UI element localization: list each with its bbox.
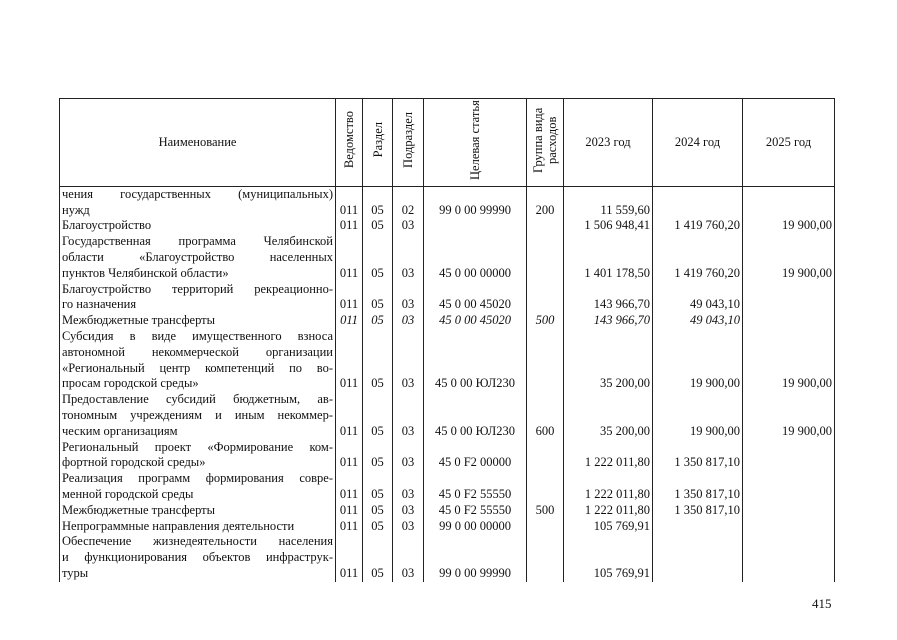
row-2023: 105 769,91 xyxy=(564,519,653,535)
row-dept: 011 xyxy=(336,534,363,581)
row-2024 xyxy=(653,519,743,535)
table-row xyxy=(60,471,835,503)
row-2023: 35 200,00 xyxy=(564,392,653,439)
header-section: Раздел xyxy=(363,99,393,187)
table-row xyxy=(60,282,835,314)
table-row xyxy=(60,218,835,234)
table-row xyxy=(60,503,835,519)
row-2025 xyxy=(743,534,835,581)
row-section: 05 xyxy=(363,186,393,218)
row-target: 99 0 00 00000 xyxy=(424,519,527,535)
row-target: 45 0 00 00000 xyxy=(424,234,527,281)
row-subsection: 03 xyxy=(393,534,424,581)
row-2023: 35 200,00 xyxy=(564,329,653,392)
row-name xyxy=(60,534,336,581)
table-row xyxy=(60,313,835,329)
row-name-line: туры xyxy=(62,565,89,580)
row-name-line: пунктов Челябинской области» xyxy=(62,265,229,280)
row-name-line: чения государственных (муниципальных) xyxy=(62,186,333,201)
table-row xyxy=(60,519,835,535)
row-section: 05 xyxy=(363,329,393,392)
row-dept: 011 xyxy=(336,471,363,503)
row-name-line: Реализация программ формирования совре- xyxy=(62,471,333,486)
row-2024: 1 350 817,10 xyxy=(653,440,743,472)
row-2025: 19 900,00 xyxy=(743,234,835,281)
row-group xyxy=(527,329,564,392)
table-row xyxy=(60,329,835,392)
row-name-line: ческим организациям xyxy=(62,423,178,438)
row-group xyxy=(527,282,564,314)
row-dept: 011 xyxy=(336,329,363,392)
row-2023: 143 966,70 xyxy=(564,313,653,329)
row-target: 99 0 00 99990 xyxy=(424,186,527,218)
row-2023: 1 401 178,50 xyxy=(564,234,653,281)
row-dept: 011 xyxy=(336,186,363,218)
row-group: 600 xyxy=(527,392,564,439)
row-name-line: нужд xyxy=(62,202,90,217)
row-2023: 143 966,70 xyxy=(564,282,653,314)
row-name xyxy=(60,471,336,503)
row-group xyxy=(527,440,564,472)
row-name-line: и функционирования объектов инфраструк- xyxy=(62,550,333,565)
row-section: 05 xyxy=(363,392,393,439)
header-group: Группа вида расходов xyxy=(527,99,564,187)
row-dept: 011 xyxy=(336,519,363,535)
row-section: 05 xyxy=(363,519,393,535)
row-target xyxy=(424,218,527,234)
row-group: 500 xyxy=(527,503,564,519)
row-name-line: Благоустройство территорий рекреационно- xyxy=(62,281,333,296)
row-subsection: 03 xyxy=(393,471,424,503)
table-row xyxy=(60,534,835,581)
table-row xyxy=(60,392,835,439)
row-name-line: Государственная программа Челябинской xyxy=(62,234,333,249)
row-target: 45 0 00 ЮЛ230 xyxy=(424,392,527,439)
row-section: 05 xyxy=(363,503,393,519)
row-name xyxy=(60,329,336,392)
header-2025: 2025 год xyxy=(743,99,835,187)
row-name-line: автономной некоммерческой организации xyxy=(62,344,333,359)
row-name-line: «Региональный центр компетенций по во- xyxy=(62,360,333,375)
row-dept: 011 xyxy=(336,218,363,234)
row-name-line: Предоставление субсидий бюджетным, ав- xyxy=(62,392,333,407)
row-2023: 105 769,91 xyxy=(564,534,653,581)
row-2023: 1 506 948,41 xyxy=(564,218,653,234)
row-target: 45 0 F2 55550 xyxy=(424,471,527,503)
row-section: 05 xyxy=(363,218,393,234)
table-row xyxy=(60,186,835,218)
budget-table xyxy=(59,98,835,582)
row-subsection: 02 xyxy=(393,186,424,218)
row-name-line: фортной городской среды» xyxy=(62,455,206,470)
table-body xyxy=(60,186,835,581)
row-section: 05 xyxy=(363,440,393,472)
row-section: 05 xyxy=(363,282,393,314)
row-2025 xyxy=(743,282,835,314)
row-name xyxy=(60,234,336,281)
row-group xyxy=(527,471,564,503)
row-2024: 1 419 760,20 xyxy=(653,218,743,234)
row-2023: 1 222 011,80 xyxy=(564,440,653,472)
row-2025 xyxy=(743,313,835,329)
row-name-line: менной городской среды xyxy=(62,486,194,501)
table-row xyxy=(60,440,835,472)
row-2025 xyxy=(743,186,835,218)
row-2023: 1 222 011,80 xyxy=(564,471,653,503)
row-name-line: Межбюджетные трансферты xyxy=(62,313,216,328)
row-subsection: 03 xyxy=(393,234,424,281)
row-subsection: 03 xyxy=(393,519,424,535)
header-name: Наименование xyxy=(60,99,336,187)
row-name-line: Межбюджетные трансферты xyxy=(62,502,216,517)
row-name xyxy=(60,503,336,519)
row-2025: 19 900,00 xyxy=(743,329,835,392)
row-dept: 011 xyxy=(336,234,363,281)
row-target: 99 0 00 99990 xyxy=(424,534,527,581)
row-section: 05 xyxy=(363,234,393,281)
row-dept: 011 xyxy=(336,313,363,329)
row-2023: 1 222 011,80 xyxy=(564,503,653,519)
row-name-line: Непрограммные направления деятельности xyxy=(62,518,295,533)
header-2023: 2023 год xyxy=(564,99,653,187)
row-name xyxy=(60,186,336,218)
row-name xyxy=(60,218,336,234)
row-name-line: тономным учреждениям и иным некоммер- xyxy=(62,407,333,422)
header-target: Целевая статья xyxy=(424,99,527,187)
row-target: 45 0 F2 55550 xyxy=(424,503,527,519)
header-2024: 2024 год xyxy=(653,99,743,187)
header-dept: Ведомство xyxy=(336,99,363,187)
row-2025 xyxy=(743,471,835,503)
row-name xyxy=(60,392,336,439)
row-2025: 19 900,00 xyxy=(743,392,835,439)
header-row xyxy=(60,99,835,187)
row-2024 xyxy=(653,186,743,218)
row-2024: 49 043,10 xyxy=(653,313,743,329)
row-section: 05 xyxy=(363,534,393,581)
row-2024: 1 419 760,20 xyxy=(653,234,743,281)
row-name-line: просам городской среды» xyxy=(62,376,199,391)
row-subsection: 03 xyxy=(393,392,424,439)
row-2024: 49 043,10 xyxy=(653,282,743,314)
row-target: 45 0 00 ЮЛ230 xyxy=(424,329,527,392)
row-group: 200 xyxy=(527,186,564,218)
row-name xyxy=(60,282,336,314)
row-target: 45 0 F2 00000 xyxy=(424,440,527,472)
row-subsection: 03 xyxy=(393,440,424,472)
row-group xyxy=(527,218,564,234)
row-dept: 011 xyxy=(336,392,363,439)
row-subsection: 03 xyxy=(393,313,424,329)
row-target: 45 0 00 45020 xyxy=(424,282,527,314)
row-2025 xyxy=(743,440,835,472)
row-name-line: Субсидия в виде имущественного взноса xyxy=(62,328,333,343)
table-row xyxy=(60,234,835,281)
row-2024: 1 350 817,10 xyxy=(653,471,743,503)
row-section: 05 xyxy=(363,313,393,329)
row-group xyxy=(527,534,564,581)
row-group xyxy=(527,519,564,535)
row-dept: 011 xyxy=(336,503,363,519)
row-name-line: Обеспечение жизнедеятельности населения xyxy=(62,534,333,549)
row-2024: 19 900,00 xyxy=(653,392,743,439)
row-name xyxy=(60,440,336,472)
row-target: 45 0 00 45020 xyxy=(424,313,527,329)
row-group: 500 xyxy=(527,313,564,329)
row-section: 05 xyxy=(363,471,393,503)
row-name-line: Региональный проект «Формирование ком- xyxy=(62,439,333,454)
row-2025: 19 900,00 xyxy=(743,218,835,234)
row-2024 xyxy=(653,534,743,581)
row-subsection: 03 xyxy=(393,329,424,392)
row-name-line: го назначения xyxy=(62,297,137,312)
row-subsection: 03 xyxy=(393,503,424,519)
row-subsection: 03 xyxy=(393,282,424,314)
row-name-line: Благоустройство xyxy=(62,218,152,233)
row-dept: 011 xyxy=(336,440,363,472)
row-name xyxy=(60,519,336,535)
row-2024: 1 350 817,10 xyxy=(653,503,743,519)
header-subsection: Подраздел xyxy=(393,99,424,187)
row-name-line: области «Благоустройство населенных xyxy=(62,249,333,264)
row-group xyxy=(527,234,564,281)
page-number: 415 xyxy=(812,596,832,611)
row-2025 xyxy=(743,519,835,535)
row-2025 xyxy=(743,503,835,519)
row-2023: 11 559,60 xyxy=(564,186,653,218)
row-dept: 011 xyxy=(336,282,363,314)
row-subsection: 03 xyxy=(393,218,424,234)
row-name xyxy=(60,313,336,329)
row-2024: 19 900,00 xyxy=(653,329,743,392)
